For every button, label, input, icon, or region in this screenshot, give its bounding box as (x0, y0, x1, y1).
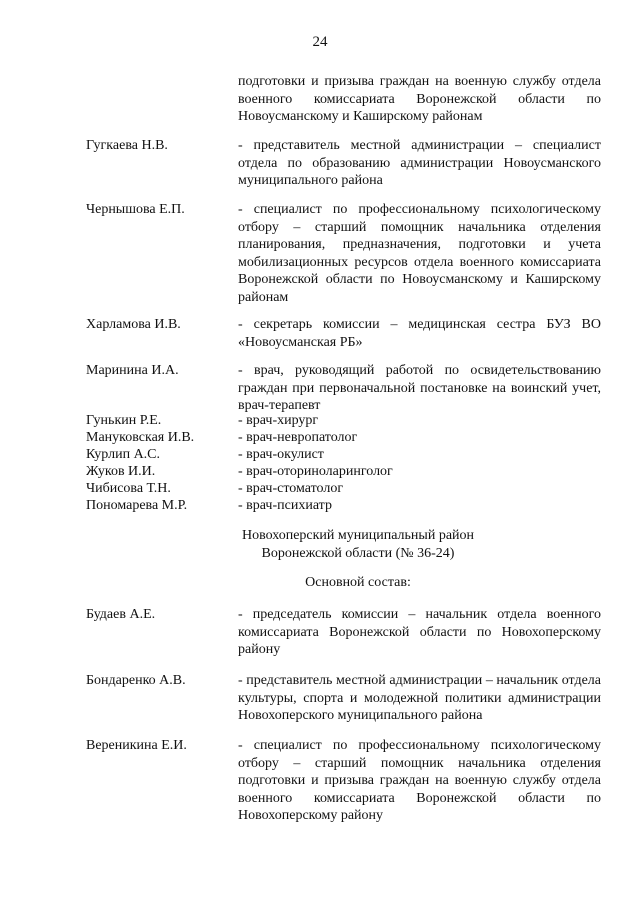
member-name: Бондаренко А.В. (86, 673, 186, 688)
member-name: Чернышова Е.П. (86, 202, 185, 217)
doctor-role: - врач-психиатр (238, 498, 332, 513)
doctor-name: Мануковская И.В. (86, 430, 195, 445)
doctor-names (86, 412, 194, 514)
section-title-line2: Воронежской области (№ 36-24) (261, 546, 455, 561)
doctor-name: Курлип А.С. (86, 447, 161, 462)
doctor-roles (238, 412, 393, 514)
doctor-role: - врач-оториноларинголог (238, 464, 393, 479)
doctor-name: Чибисова Т.Н. (86, 481, 171, 496)
doctor-role: - врач-хирург (238, 413, 319, 428)
member-role: - специалист по профессиональному психологическому отбору – старший помощник начальника отделения планирования, предназначения, подготовки и учета мобилизационных ресурсов отдела военного комиссариата Воронежской области по Новоусманскому и Каширскому районам (238, 202, 601, 305)
member-name: Будаев А.Е. (86, 607, 156, 622)
member-name: Гугкаева Н.В. (86, 138, 168, 153)
section-title-line1: Новохоперский муниципальный район (241, 528, 475, 543)
doctor-name: Жуков И.И. (86, 464, 156, 479)
member-name: Харламова И.В. (86, 317, 181, 332)
doctor-role: - врач-невропатолог (238, 430, 358, 445)
member-role: - председатель комиссии – начальник отдела военного комиссариата Воронежской области по Новохоперскому району (238, 607, 601, 657)
member-role: - врач, руководящий работой по освидетельствованию граждан при первоначальной постановке на воинский учет, врач-терапевт (238, 363, 601, 413)
page-number: 24 (312, 34, 328, 50)
member-role: - представитель местной администрации – специалист отдела по образованию администрации Новоусманского муниципального района (238, 138, 601, 188)
member-role: - представитель местной администрации – начальник отдела культуры, спорта и молодежной политики администрации Новохоперского муниципального района (238, 673, 601, 723)
member-role: - специалист по профессиональному психологическому отбору – старший помощник начальника отделения подготовки и призыва граждан на военную службу отдела военного комиссариата Воронежской области по Новохоперскому району (238, 738, 601, 823)
continuation-text: подготовки и призыва граждан на военную службу отдела военного комиссариата Воронежской области по Новоусманскому и Каширскому районам (238, 74, 601, 124)
member-name: Вереникина Е.И. (86, 738, 187, 753)
doctor-role: - врач-стоматолог (238, 481, 344, 496)
member-role: - секретарь комиссии – медицинская сестра БУЗ ВО «Новоусманская РБ» (238, 317, 601, 350)
doctor-name: Пономарева М.Р. (86, 498, 188, 513)
section-subtitle: Основной состав: (305, 575, 411, 590)
doctor-name: Гунькин Р.Е. (86, 413, 162, 428)
member-name: Маринина И.А. (86, 363, 179, 378)
doctor-role: - врач-окулист (238, 447, 324, 462)
